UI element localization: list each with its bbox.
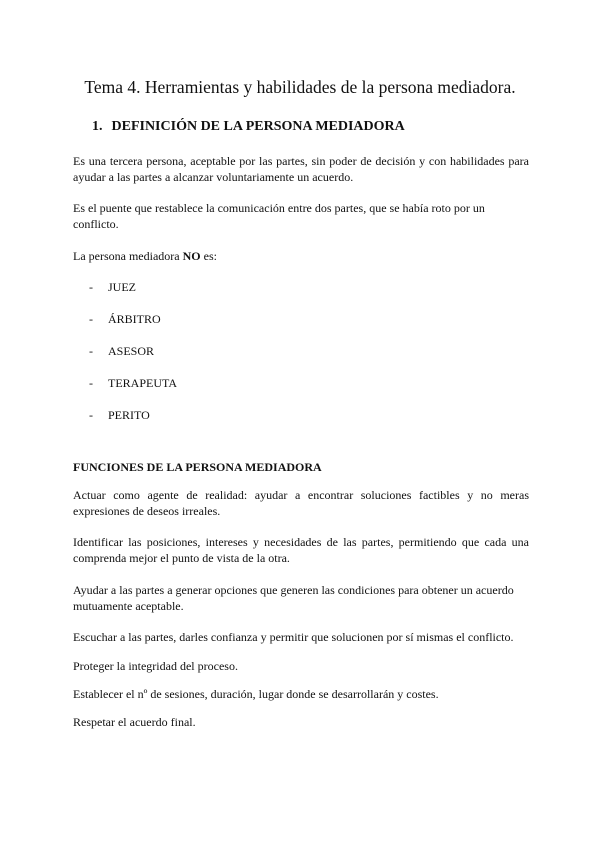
section-title: DEFINICIÓN DE LA PERSONA MEDIADORA	[111, 119, 405, 134]
not-is-suffix: es:	[200, 249, 217, 263]
bridge-paragraph: Es el puente que restablece la comunicación entre dos partes, que se había roto por un conflicto.	[73, 201, 485, 231]
function-paragraph: Identificar las posiciones, intereses y necesidades de las partes, permitiendo que cada una comprenda mejor el punto de vista de la otra.	[73, 535, 529, 565]
list-item	[89, 311, 161, 327]
not-is-paragraph	[73, 248, 529, 264]
list-bullet: -	[89, 312, 93, 326]
function-paragraph: Respetar el acuerdo final.	[73, 715, 196, 729]
list-bullet: -	[89, 408, 93, 422]
function-paragraph: Ayudar a las partes a generar opciones que generen las condiciones para obtener un acuerdo mutuamente aceptable.	[73, 583, 514, 613]
definition-paragraph: Es una tercera persona, aceptable por las partes, sin poder de decisión y con habilidades para ayudar a las partes a alcanzar voluntariamente un acuerdo.	[73, 154, 529, 184]
document-title: Tema 4. Herramientas y habilidades de la persona mediadora.	[84, 77, 516, 97]
not-is-prefix: La persona mediadora	[73, 249, 183, 263]
section-number: 1.	[92, 119, 103, 134]
section-heading	[92, 118, 405, 136]
list-item-label: JUEZ	[108, 280, 136, 294]
list-item	[89, 407, 150, 423]
list-bullet: -	[89, 376, 93, 390]
list-item	[89, 279, 136, 295]
list-bullet: -	[89, 344, 93, 358]
list-item	[89, 375, 177, 391]
function-paragraph: Actuar como agente de realidad: ayudar a encontrar soluciones factibles y no meras expresiones de deseos irreales.	[73, 488, 529, 518]
list-item	[89, 343, 154, 359]
list-item-label: PERITO	[108, 408, 150, 422]
function-paragraph: Proteger la integridad del proceso.	[73, 659, 238, 673]
functions-heading: FUNCIONES DE LA PERSONA MEDIADORA	[73, 460, 322, 474]
list-item-label: ASESOR	[108, 344, 155, 358]
list-item-label: TERAPEUTA	[108, 376, 178, 390]
list-bullet: -	[89, 280, 93, 294]
not-is-bold: NO	[182, 249, 201, 263]
function-paragraph: Escuchar a las partes, darles confianza y permitir que solucionen por sí mismas el conflicto.	[73, 630, 514, 644]
function-paragraph: Establecer el nº de sesiones, duración, lugar donde se desarrollarán y costes.	[73, 687, 439, 701]
list-item-label: ÁRBITRO	[108, 312, 161, 326]
